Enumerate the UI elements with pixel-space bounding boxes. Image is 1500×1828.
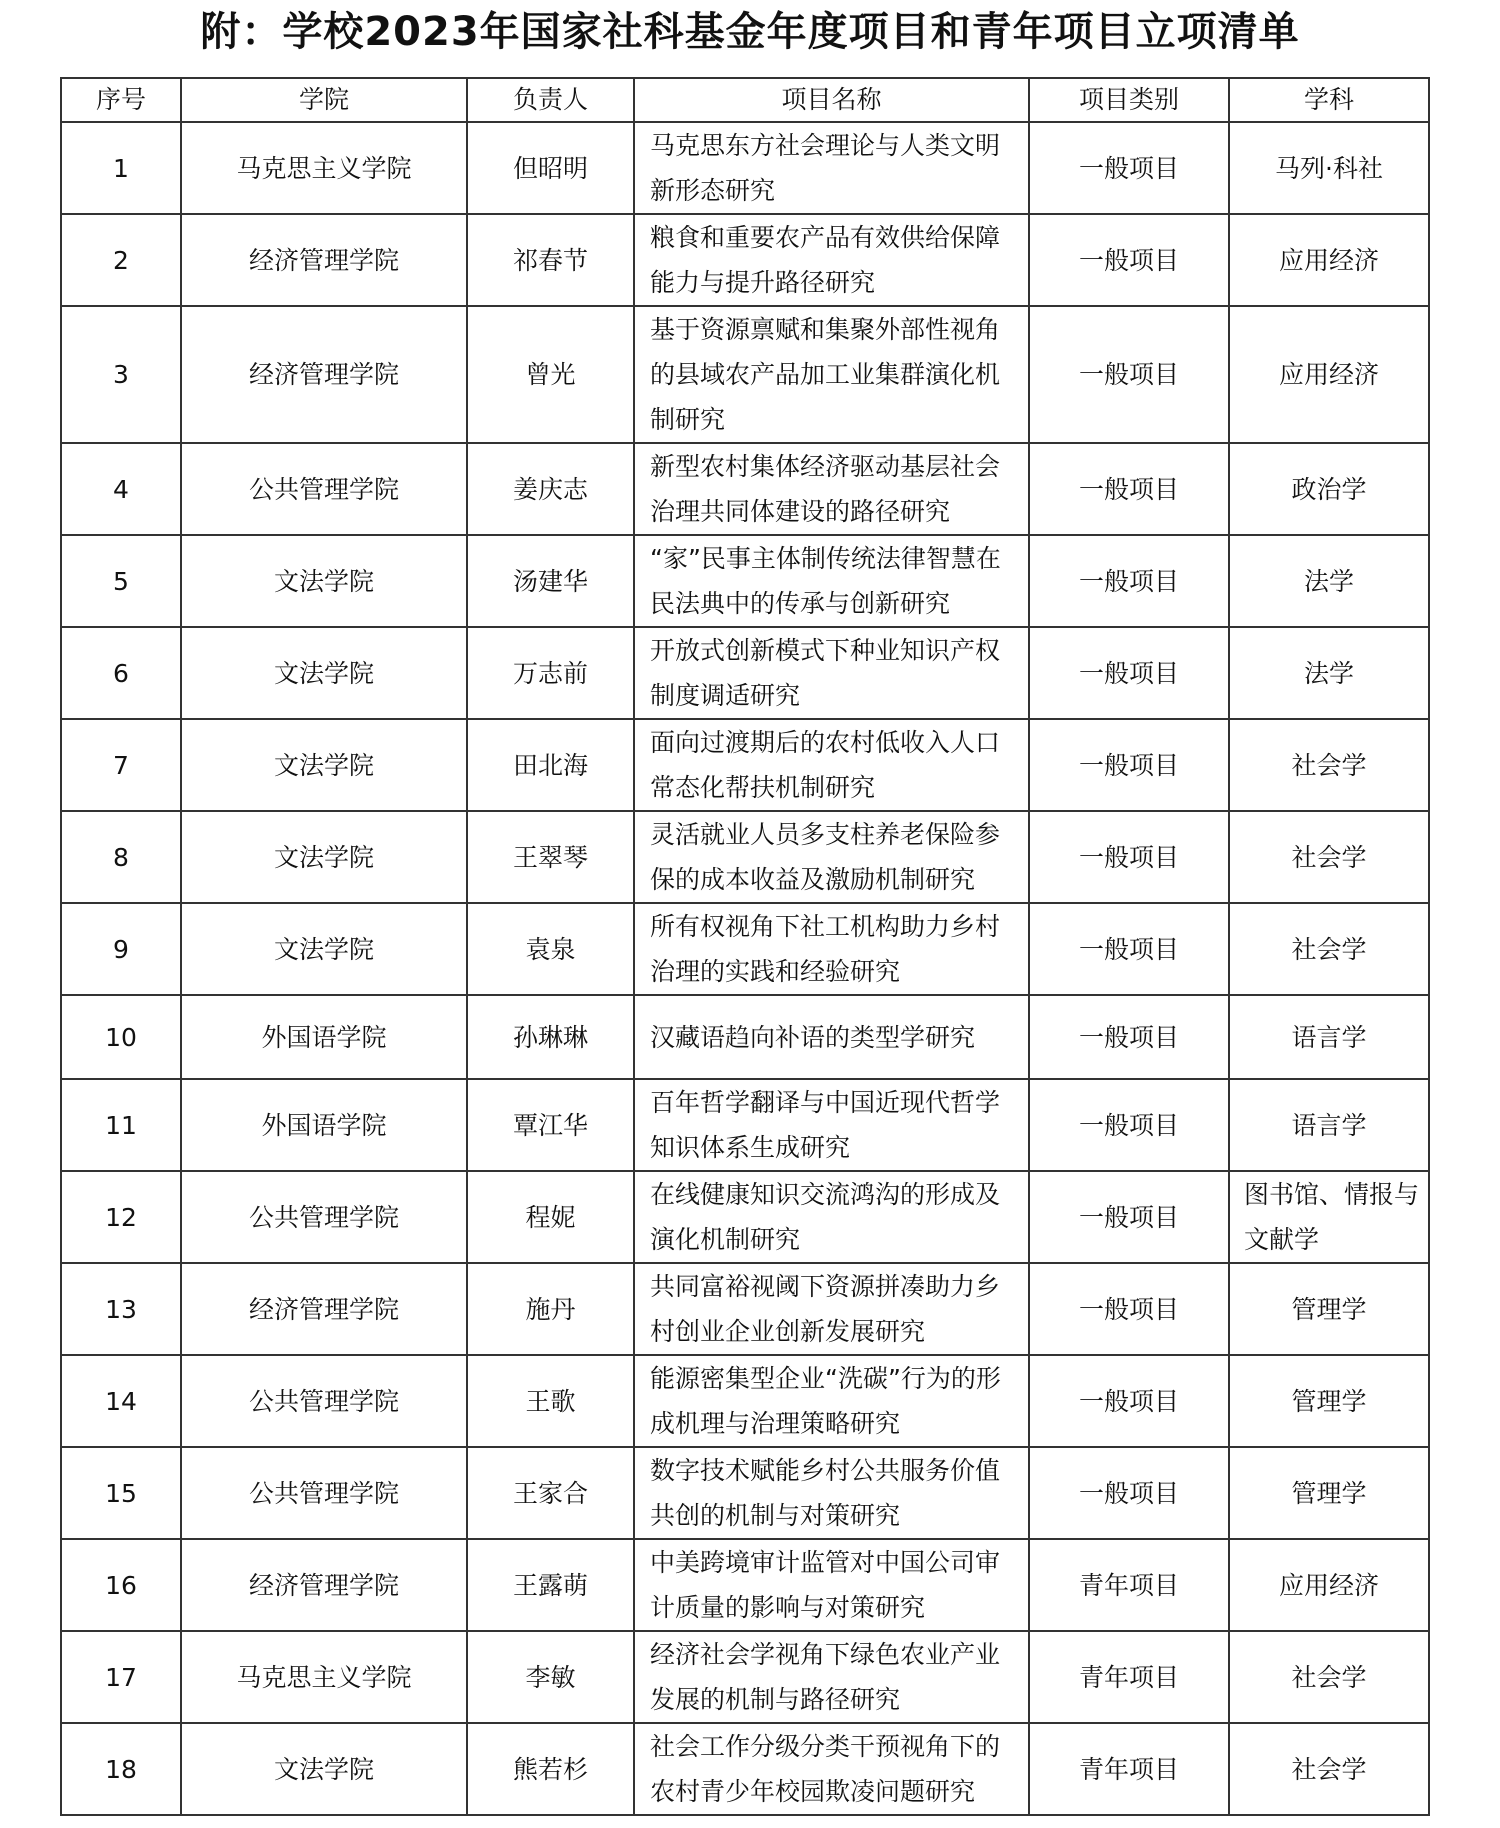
cell-category: 青年项目 bbox=[1029, 1723, 1229, 1815]
table-header-row bbox=[61, 78, 1429, 122]
cell-project: 新型农村集体经济驱动基层社会治理共同体建设的路径研究 bbox=[634, 443, 1029, 535]
cell-subject: 政治学 bbox=[1229, 443, 1429, 535]
cell-college: 马克思主义学院 bbox=[181, 122, 467, 214]
cell-subject: 社会学 bbox=[1229, 903, 1429, 995]
cell-subject: 图书馆、情报与文献学 bbox=[1229, 1171, 1429, 1263]
cell-subject: 社会学 bbox=[1229, 1723, 1429, 1815]
cell-no: 13 bbox=[61, 1263, 181, 1355]
cell-subject: 法学 bbox=[1229, 627, 1429, 719]
cell-leader: 覃江华 bbox=[467, 1079, 634, 1171]
header-leader: 负责人 bbox=[467, 78, 634, 122]
cell-project: 基于资源禀赋和集聚外部性视角的县域农产品加工业集群演化机制研究 bbox=[634, 306, 1029, 443]
header-college: 学院 bbox=[181, 78, 467, 122]
cell-leader: 李敏 bbox=[467, 1631, 634, 1723]
table-row bbox=[61, 1171, 1429, 1263]
cell-leader: 施丹 bbox=[467, 1263, 634, 1355]
cell-college: 经济管理学院 bbox=[181, 1263, 467, 1355]
cell-project: 共同富裕视阈下资源拼凑助力乡村创业企业创新发展研究 bbox=[634, 1263, 1029, 1355]
cell-category: 一般项目 bbox=[1029, 1355, 1229, 1447]
cell-no: 12 bbox=[61, 1171, 181, 1263]
header-category: 项目类别 bbox=[1029, 78, 1229, 122]
table-row bbox=[61, 1355, 1429, 1447]
cell-no: 9 bbox=[61, 903, 181, 995]
cell-project: 能源密集型企业“洗碳”行为的形成机理与治理策略研究 bbox=[634, 1355, 1029, 1447]
cell-category: 一般项目 bbox=[1029, 122, 1229, 214]
cell-project: 开放式创新模式下种业知识产权制度调适研究 bbox=[634, 627, 1029, 719]
cell-project: 百年哲学翻译与中国近现代哲学知识体系生成研究 bbox=[634, 1079, 1029, 1171]
cell-project: 所有权视角下社工机构助力乡村治理的实践和经验研究 bbox=[634, 903, 1029, 995]
page-title: 附：学校2023年国家社科基金年度项目和青年项目立项清单 bbox=[200, 9, 1300, 55]
cell-college: 经济管理学院 bbox=[181, 214, 467, 306]
cell-college: 外国语学院 bbox=[181, 995, 467, 1079]
cell-category: 一般项目 bbox=[1029, 995, 1229, 1079]
cell-leader: 王家合 bbox=[467, 1447, 634, 1539]
cell-subject: 应用经济 bbox=[1229, 214, 1429, 306]
table-row bbox=[61, 1723, 1429, 1815]
cell-category: 青年项目 bbox=[1029, 1539, 1229, 1631]
table-row bbox=[61, 719, 1429, 811]
cell-college: 文法学院 bbox=[181, 903, 467, 995]
cell-no: 10 bbox=[61, 995, 181, 1079]
cell-no: 14 bbox=[61, 1355, 181, 1447]
cell-leader: 王露萌 bbox=[467, 1539, 634, 1631]
cell-college: 公共管理学院 bbox=[181, 443, 467, 535]
cell-project: 灵活就业人员多支柱养老保险参保的成本收益及激励机制研究 bbox=[634, 811, 1029, 903]
cell-subject: 语言学 bbox=[1229, 1079, 1429, 1171]
cell-category: 一般项目 bbox=[1029, 214, 1229, 306]
cell-project: 在线健康知识交流鸿沟的形成及演化机制研究 bbox=[634, 1171, 1029, 1263]
cell-project: “家”民事主体制传统法律智慧在民法典中的传承与创新研究 bbox=[634, 535, 1029, 627]
table-row bbox=[61, 214, 1429, 306]
cell-college: 经济管理学院 bbox=[181, 1539, 467, 1631]
table-row bbox=[61, 627, 1429, 719]
cell-subject: 应用经济 bbox=[1229, 306, 1429, 443]
cell-leader: 王翠琴 bbox=[467, 811, 634, 903]
cell-project: 马克思东方社会理论与人类文明新形态研究 bbox=[634, 122, 1029, 214]
cell-no: 15 bbox=[61, 1447, 181, 1539]
table-row bbox=[61, 535, 1429, 627]
cell-category: 一般项目 bbox=[1029, 306, 1229, 443]
cell-college: 经济管理学院 bbox=[181, 306, 467, 443]
cell-project: 数字技术赋能乡村公共服务价值共创的机制与对策研究 bbox=[634, 1447, 1029, 1539]
cell-category: 一般项目 bbox=[1029, 1079, 1229, 1171]
cell-subject: 管理学 bbox=[1229, 1263, 1429, 1355]
cell-no: 2 bbox=[61, 214, 181, 306]
cell-college: 文法学院 bbox=[181, 811, 467, 903]
table-row bbox=[61, 1447, 1429, 1539]
cell-project: 中美跨境审计监管对中国公司审计质量的影响与对策研究 bbox=[634, 1539, 1029, 1631]
cell-category: 一般项目 bbox=[1029, 811, 1229, 903]
header-project: 项目名称 bbox=[634, 78, 1029, 122]
cell-no: 5 bbox=[61, 535, 181, 627]
cell-no: 11 bbox=[61, 1079, 181, 1171]
cell-college: 公共管理学院 bbox=[181, 1171, 467, 1263]
cell-subject: 马列·科社 bbox=[1229, 122, 1429, 214]
table-row bbox=[61, 1263, 1429, 1355]
cell-leader: 熊若杉 bbox=[467, 1723, 634, 1815]
cell-subject: 法学 bbox=[1229, 535, 1429, 627]
cell-college: 文法学院 bbox=[181, 1723, 467, 1815]
cell-leader: 但昭明 bbox=[467, 122, 634, 214]
cell-project: 汉藏语趋向补语的类型学研究 bbox=[634, 995, 1029, 1079]
cell-category: 一般项目 bbox=[1029, 1171, 1229, 1263]
table-row bbox=[61, 1079, 1429, 1171]
cell-leader: 王歌 bbox=[467, 1355, 634, 1447]
cell-no: 17 bbox=[61, 1631, 181, 1723]
table-row bbox=[61, 903, 1429, 995]
cell-no: 1 bbox=[61, 122, 181, 214]
cell-college: 外国语学院 bbox=[181, 1079, 467, 1171]
cell-subject: 社会学 bbox=[1229, 719, 1429, 811]
cell-subject: 管理学 bbox=[1229, 1447, 1429, 1539]
table-row bbox=[61, 811, 1429, 903]
table-row bbox=[61, 122, 1429, 214]
cell-no: 6 bbox=[61, 627, 181, 719]
cell-category: 青年项目 bbox=[1029, 1631, 1229, 1723]
table-row bbox=[61, 1539, 1429, 1631]
cell-no: 18 bbox=[61, 1723, 181, 1815]
cell-category: 一般项目 bbox=[1029, 443, 1229, 535]
cell-project: 经济社会学视角下绿色农业产业发展的机制与路径研究 bbox=[634, 1631, 1029, 1723]
header-subject: 学科 bbox=[1229, 78, 1429, 122]
table-row bbox=[61, 1631, 1429, 1723]
cell-leader: 汤建华 bbox=[467, 535, 634, 627]
table-row bbox=[61, 995, 1429, 1079]
cell-subject: 应用经济 bbox=[1229, 1539, 1429, 1631]
cell-subject: 管理学 bbox=[1229, 1355, 1429, 1447]
cell-project: 面向过渡期后的农村低收入人口常态化帮扶机制研究 bbox=[634, 719, 1029, 811]
cell-category: 一般项目 bbox=[1029, 627, 1229, 719]
cell-college: 文法学院 bbox=[181, 719, 467, 811]
cell-leader: 程妮 bbox=[467, 1171, 634, 1263]
cell-category: 一般项目 bbox=[1029, 903, 1229, 995]
cell-leader: 袁泉 bbox=[467, 903, 634, 995]
cell-category: 一般项目 bbox=[1029, 1263, 1229, 1355]
cell-no: 4 bbox=[61, 443, 181, 535]
cell-college: 马克思主义学院 bbox=[181, 1631, 467, 1723]
cell-subject: 社会学 bbox=[1229, 811, 1429, 903]
cell-leader: 姜庆志 bbox=[467, 443, 634, 535]
cell-leader: 田北海 bbox=[467, 719, 634, 811]
cell-category: 一般项目 bbox=[1029, 719, 1229, 811]
cell-no: 16 bbox=[61, 1539, 181, 1631]
cell-leader: 孙琳琳 bbox=[467, 995, 634, 1079]
cell-leader: 祁春节 bbox=[467, 214, 634, 306]
cell-project: 粮食和重要农产品有效供给保障能力与提升路径研究 bbox=[634, 214, 1029, 306]
cell-subject: 语言学 bbox=[1229, 995, 1429, 1079]
cell-category: 一般项目 bbox=[1029, 1447, 1229, 1539]
cell-no: 8 bbox=[61, 811, 181, 903]
cell-project: 社会工作分级分类干预视角下的农村青少年校园欺凌问题研究 bbox=[634, 1723, 1029, 1815]
cell-subject: 社会学 bbox=[1229, 1631, 1429, 1723]
cell-leader: 曾光 bbox=[467, 306, 634, 443]
cell-college: 公共管理学院 bbox=[181, 1447, 467, 1539]
cell-college: 文法学院 bbox=[181, 535, 467, 627]
cell-college: 公共管理学院 bbox=[181, 1355, 467, 1447]
project-list-table bbox=[60, 77, 1430, 1816]
table-row bbox=[61, 306, 1429, 443]
cell-category: 一般项目 bbox=[1029, 535, 1229, 627]
header-no: 序号 bbox=[61, 78, 181, 122]
cell-leader: 万志前 bbox=[467, 627, 634, 719]
cell-college: 文法学院 bbox=[181, 627, 467, 719]
table-body bbox=[61, 122, 1429, 1815]
table-row bbox=[61, 443, 1429, 535]
cell-no: 7 bbox=[61, 719, 181, 811]
cell-no: 3 bbox=[61, 306, 181, 443]
